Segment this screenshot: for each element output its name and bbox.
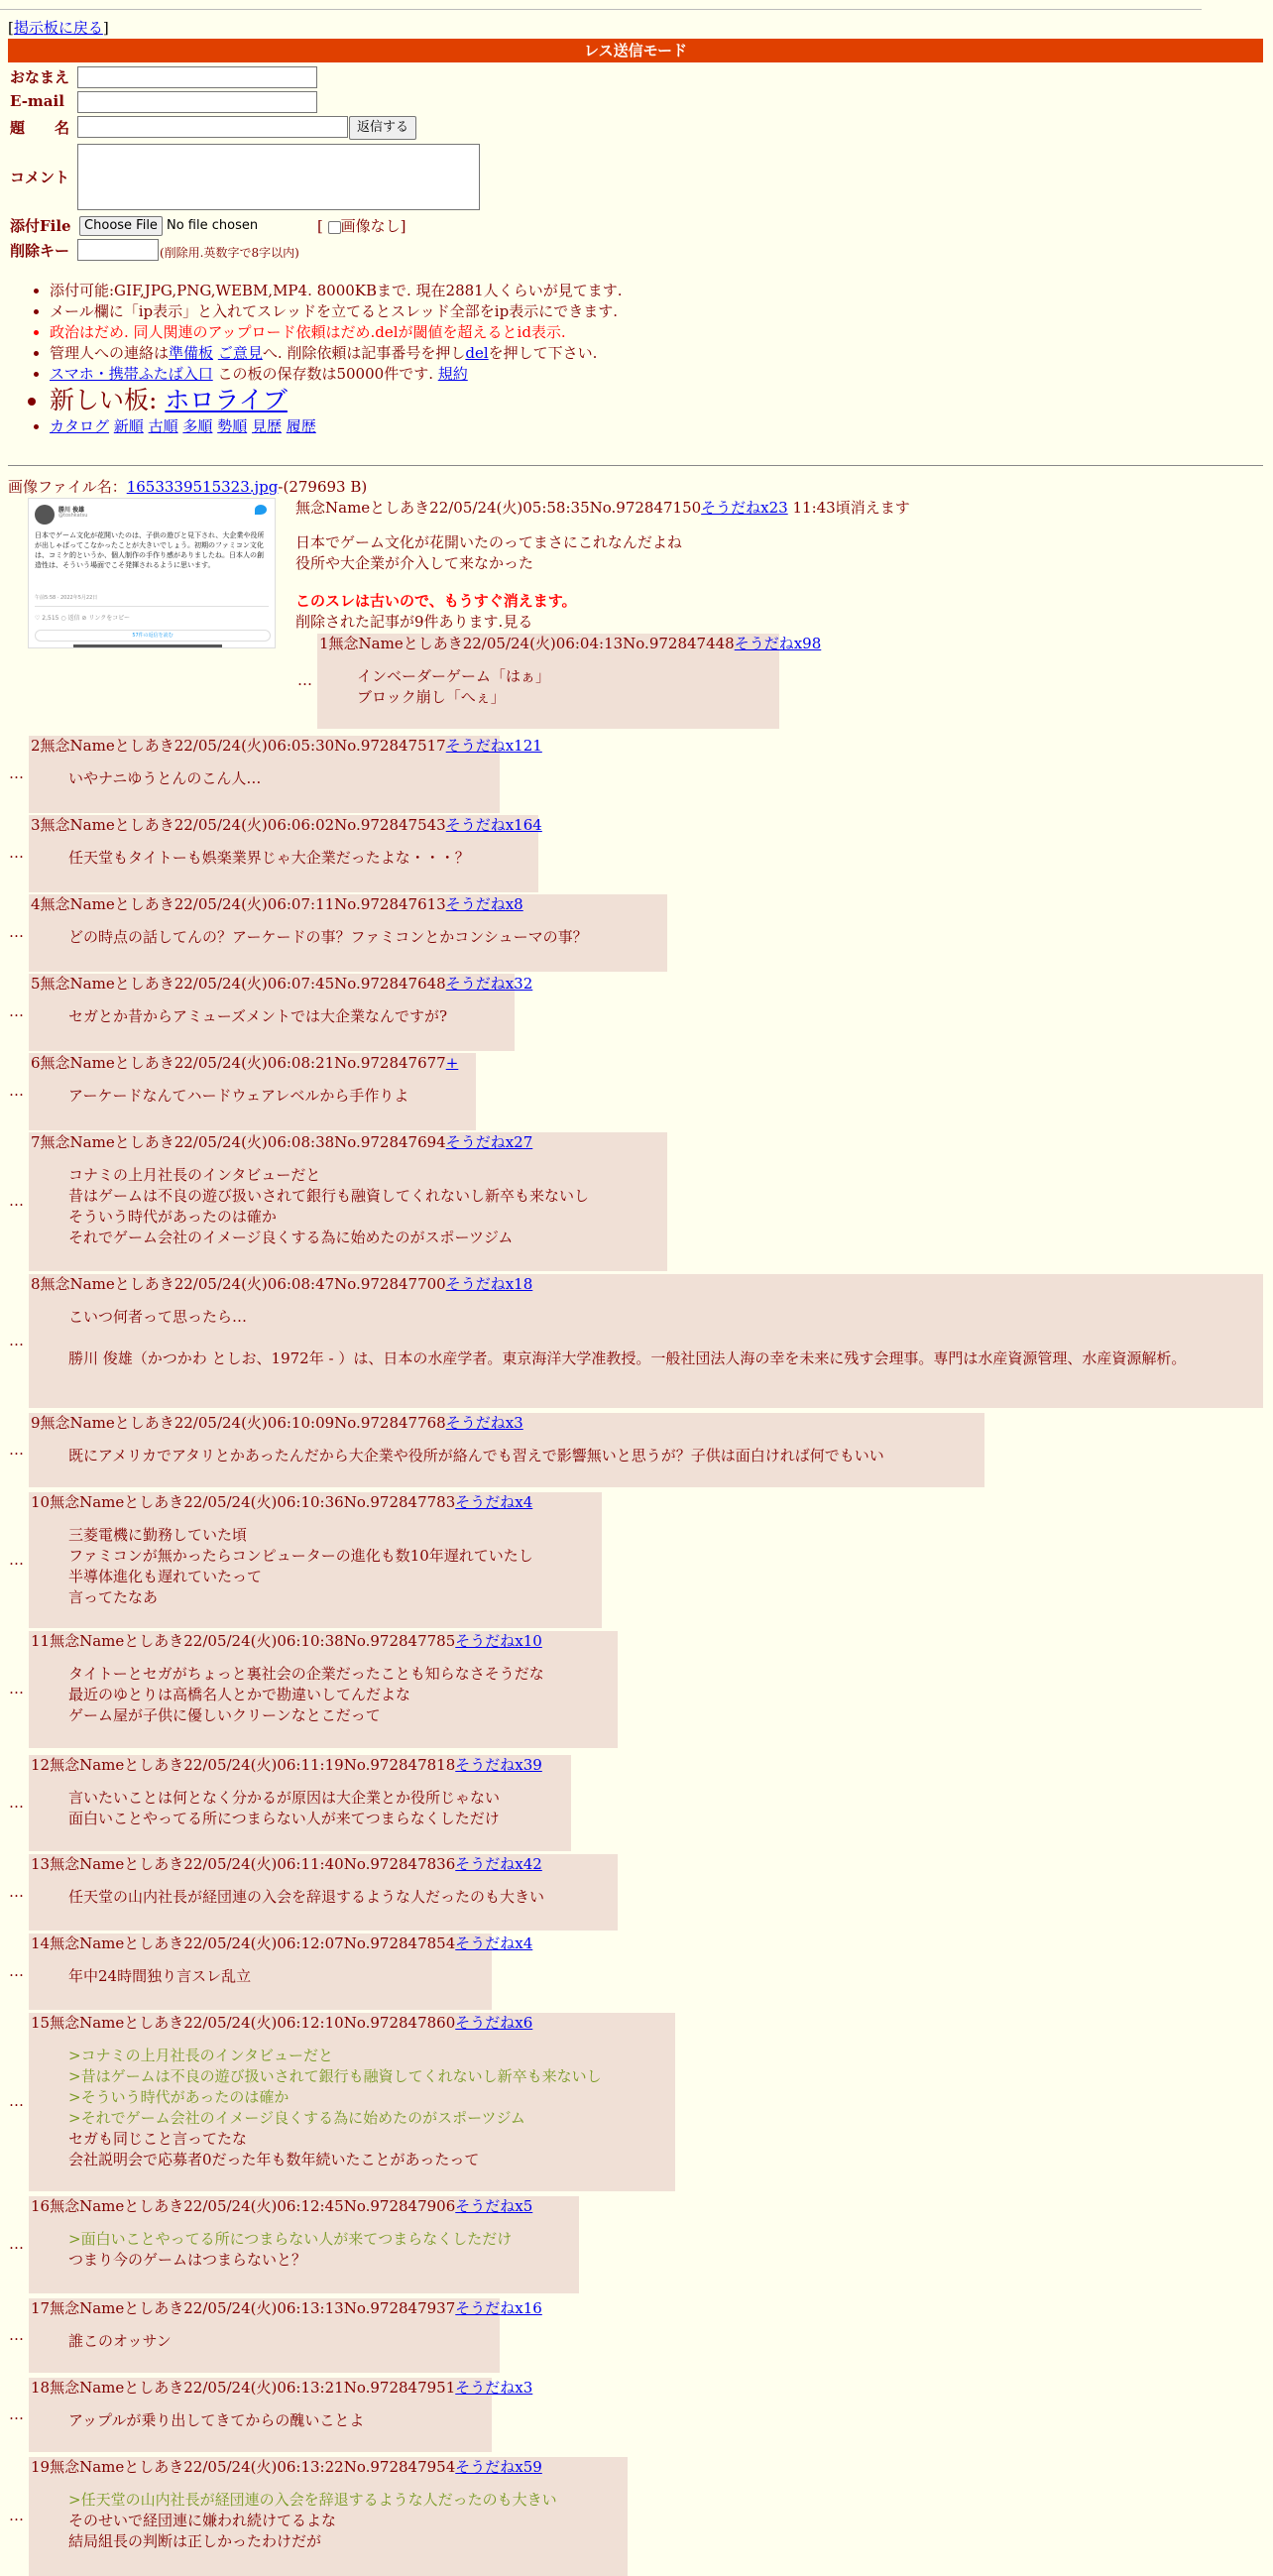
- reply-body: [68, 2046, 675, 2170]
- tweet-divider: [35, 606, 269, 607]
- reply-header: [319, 634, 822, 654]
- board-rules: [8, 281, 623, 437]
- name-label: おなまえ: [10, 68, 70, 86]
- reply-line: タイトーとセガがちょっと裏社会の企業だったことも知らなさそうだな: [68, 1665, 544, 1683]
- reply-header-text: 5無念Nameとしあき22/05/24(火)06:07:45No.972847648: [31, 975, 446, 993]
- reply-header-text: 9無念Nameとしあき22/05/24(火)06:10:09No.972847768: [31, 1414, 446, 1432]
- reply-header-text: 3無念Nameとしあき22/05/24(火)06:06:02No.972847543: [31, 816, 446, 834]
- reply-line: いやナニゆうとんのこん人…: [68, 769, 262, 787]
- tweet-timestamp: 午前5:58 · 2022年5月22日: [35, 595, 98, 601]
- sodane-link[interactable]: そうだねx16: [455, 2299, 542, 2317]
- reply-line: 三菱電機に勤務していた頃: [68, 1526, 248, 1544]
- reply-line: >面白いことやってる所につまらない人が来てつまらなくしただけ: [68, 2230, 513, 2248]
- delete-key-label: 削除キー: [10, 242, 70, 260]
- reply-line: アップルが乗り出してきてからの醜いことよ: [68, 2411, 365, 2429]
- reply-ellipsis: …: [9, 2507, 24, 2524]
- sodane-link[interactable]: +: [445, 1054, 459, 1072]
- rule-ip-text: メール欄に「ip表示」と入れてスレッドを立てるとスレッド全部をip表示にできます.: [50, 302, 618, 320]
- sodane-link[interactable]: そうだねx98: [734, 635, 822, 652]
- thread-divider: [8, 465, 1263, 466]
- reply-line: >コナミの上月社長のインタビューだと: [68, 2047, 333, 2064]
- reply-header: [31, 2196, 579, 2217]
- reply-ellipsis: …: [9, 1082, 24, 1100]
- reply-post: [29, 2196, 579, 2293]
- reply-line: 面白いことやってる所につまらない人が来てつまらなくしただけ: [68, 1810, 500, 1827]
- delete-key-note: (削除用.英数字で8字以内): [160, 246, 299, 260]
- noimage-wrapper: [ 画像なし]: [317, 217, 406, 235]
- subject-label: 題 名: [10, 119, 70, 137]
- no-file-text: No file chosen: [167, 218, 259, 233]
- reply-body: [68, 2331, 500, 2352]
- reply-post: [29, 2457, 628, 2576]
- delete-key-input[interactable]: [77, 239, 159, 261]
- reply-line: 年中24時間独り言スレ乱立: [68, 1967, 252, 1985]
- sort-hot-link[interactable]: 勢順: [217, 417, 248, 435]
- reply-line: [68, 1328, 1233, 1348]
- reply-line: どの時点の話してんの？アーケードの事？ファミコンとかコンシューマの事？: [68, 928, 588, 946]
- reply-ellipsis: …: [9, 1962, 24, 1980]
- reply-header: [31, 1933, 533, 1954]
- reply-line: こいつ何者って思ったら…: [68, 1308, 248, 1326]
- reply-header: [31, 1274, 1263, 1295]
- expire-warning: このスレは古いので、もうすぐ消えます。: [295, 592, 577, 610]
- reply-ellipsis: …: [9, 1680, 24, 1698]
- reply-header-text: 15無念Nameとしあき22/05/24(火)06:12:10No.972847860: [31, 2014, 456, 2032]
- tweet-handle: @toshkatsu: [58, 513, 88, 519]
- comment-label: コメント: [10, 169, 70, 186]
- email-label: E-mail: [10, 92, 64, 110]
- reply-line: 会社説明会で応募者0だった年も数年続いたことがあったって: [68, 2151, 480, 2168]
- sodane-link[interactable]: そうだねx39: [455, 1756, 542, 1774]
- reply-line: セガとか昔からアミューズメントでは大企業なんですが?: [68, 1007, 447, 1025]
- reply-post: [29, 1413, 984, 1487]
- sodane-link[interactable]: そうだねx4: [455, 1934, 533, 1952]
- rule-contact: [50, 343, 623, 364]
- reply-ellipsis: …: [9, 1002, 24, 1020]
- op-expire-text: 11:43頃消えます: [787, 499, 910, 517]
- reply-header: [31, 815, 542, 836]
- sodane-link[interactable]: そうだねx42: [455, 1855, 542, 1873]
- sodane-link[interactable]: そうだねx8: [445, 895, 523, 913]
- op-body: [295, 532, 682, 574]
- reply-body: [68, 1307, 1263, 1369]
- feedback-link[interactable]: ご意見: [217, 344, 263, 362]
- reply-header-text: 6無念Nameとしあき22/05/24(火)06:08:21No.972847677: [31, 1054, 446, 1072]
- reply-ellipsis: …: [9, 1883, 24, 1901]
- noimage-label: 画像なし: [340, 217, 401, 235]
- reply-post: [29, 1854, 618, 1931]
- rule-politics-text: 政治はだめ. 同人関連のアップロード依頼はだめ.delが閾値を超えるとid表示.: [50, 323, 566, 341]
- sort-many-link[interactable]: 多順: [182, 417, 213, 435]
- email-input[interactable]: [77, 91, 317, 113]
- reply-ellipsis: …: [9, 2092, 24, 2110]
- reply-header: [31, 1492, 602, 1513]
- reply-post: [29, 974, 533, 1051]
- reply-body: [68, 768, 500, 789]
- reply-mode-banner: レス送信モード: [8, 39, 1263, 62]
- reply-post: [29, 1132, 667, 1271]
- mobile-entrance-link[interactable]: スマホ・携帯ふたば入口: [50, 365, 213, 383]
- seen-history-link[interactable]: 見歴: [251, 417, 282, 435]
- hololive-board-link[interactable]: ホロライブ: [165, 386, 288, 414]
- rule-contact-text: 管理人への連絡は: [50, 344, 170, 362]
- subject-input[interactable]: [77, 116, 348, 138]
- reply-line: 既にアメリカでアタリとかあったんだから大企業や役所が絡んでも習えで影響無いと思うが？子供は面白ければ何でもいい: [68, 1447, 884, 1464]
- tweet-avatar: [35, 505, 55, 525]
- file-label: 添付File: [10, 217, 71, 235]
- rule-contact-text-2: へ. 削除依頼は記事番号を押し: [262, 344, 466, 362]
- history-link[interactable]: 履歴: [286, 417, 316, 435]
- reply-line: 任天堂もタイトーも娯楽業界じゃ大企業だったよな・・・？: [68, 849, 470, 867]
- reply-line: 昔はゲームは不良の遊び扱いされて銀行も融資してくれないし新卒も来ないし: [68, 1187, 590, 1205]
- reply-post: [29, 736, 542, 813]
- op-file-label: 画像ファイル名：: [8, 478, 127, 496]
- sodane-link[interactable]: そうだねx10: [455, 1632, 542, 1650]
- tweet-author-name: 勝川 俊雄: [58, 507, 85, 514]
- new-board-label: 新しい板:: [50, 386, 166, 414]
- reply-header: [31, 2378, 533, 2399]
- sodane-link[interactable]: そうだねx59: [455, 2458, 542, 2476]
- reply-header: [31, 1413, 984, 1434]
- op-file-size: -(279693 B): [278, 478, 368, 496]
- reply-body: [68, 1887, 618, 1908]
- op-file-info: [8, 476, 367, 497]
- reply-ellipsis: …: [9, 764, 24, 782]
- reply-body: [68, 1966, 492, 1987]
- reply-header-text: 8無念Nameとしあき22/05/24(火)06:08:47No.972847700: [31, 1275, 446, 1293]
- reply-line: そのせいで経団連に嫌われ続けてるよな: [68, 2512, 337, 2529]
- reply-post: [29, 1053, 476, 1130]
- tweet-actions: ♡ 2,515 ○ 返信 ⊘ リンクをコピー: [35, 615, 130, 622]
- reply-body: [68, 2410, 492, 2431]
- reply-body: [68, 1086, 476, 1107]
- name-input[interactable]: [77, 66, 317, 88]
- reply-header: [31, 974, 533, 995]
- reply-header: [31, 2298, 542, 2319]
- terms-link[interactable]: 規約: [437, 365, 468, 383]
- thumb-bottom-bar: [73, 644, 222, 647]
- reply-ellipsis: …: [9, 1332, 24, 1349]
- rule-mobile: [50, 364, 623, 385]
- noimage-checkbox[interactable]: [328, 221, 341, 234]
- reply-header-text: 7無念Nameとしあき22/05/24(火)06:08:38No.972847694: [31, 1133, 446, 1151]
- rule-upload: [50, 281, 623, 301]
- sodane-link[interactable]: そうだねx4: [455, 1493, 533, 1511]
- reply-post: [29, 1755, 571, 1851]
- reply-header: [31, 2457, 628, 2478]
- reply-post: [29, 1274, 1263, 1408]
- tweet-text: 日本でゲーム文化が花開いたのは、子供の遊びと見下され、大企業や役所が出しゃばってこなかったことが大きいでしょう。初期のファミコン文化は、コミケ的というか、個人制作の手作り感がありましたね。日本人の創造性は、そういう場面でこそ発揮されるように思います。: [35, 531, 265, 569]
- reply-body: [68, 2490, 628, 2552]
- reply-header-text: 12無念Nameとしあき22/05/24(火)06:11:19No.972847818: [31, 1756, 456, 1774]
- reply-ellipsis: …: [9, 1794, 24, 1812]
- sodane-link[interactable]: そうだねx164: [445, 816, 542, 834]
- sodane-link[interactable]: そうだねx3: [445, 1414, 523, 1432]
- reply-post: [29, 894, 667, 972]
- op-header: [295, 497, 910, 518]
- reply-ellipsis: …: [9, 2405, 24, 2423]
- reply-body: [68, 1525, 602, 1608]
- reply-body: [68, 1788, 571, 1829]
- reply-line: 任天堂の山内社長が経団連の入会を辞退するような人だったのも大きい: [68, 1888, 545, 1906]
- reply-line: 半導体進化も遅れていたって: [68, 1568, 263, 1585]
- reply-ellipsis: …: [297, 671, 312, 689]
- reply-body: [68, 1664, 618, 1726]
- reply-post: [29, 1631, 618, 1748]
- reply-post: [29, 1492, 602, 1628]
- reply-header: [31, 736, 542, 757]
- new-board-item: [50, 385, 623, 416]
- choose-file-button[interactable]: Choose File: [79, 216, 163, 236]
- reply-line: コナミの上月社長のインタビューだと: [68, 1166, 321, 1184]
- reply-header: [31, 1755, 571, 1776]
- rule-ip: [50, 301, 623, 322]
- op-sodane-link[interactable]: そうだねx23: [701, 499, 788, 517]
- reply-ellipsis: …: [9, 2235, 24, 2253]
- sodane-link[interactable]: そうだねx121: [445, 737, 542, 755]
- reply-line: つまり今のゲームはつまらないと？: [68, 2251, 307, 2269]
- top-divider: [0, 9, 1202, 10]
- reply-post: [317, 634, 822, 729]
- reply-post: [29, 815, 542, 892]
- reply-header-text: 19無念Nameとしあき22/05/24(火)06:13:22No.972847954: [31, 2458, 456, 2476]
- tweet-read-replies: 57件の返信を読む: [35, 630, 271, 642]
- reply-line: >そういう時代があったのは確か: [68, 2088, 289, 2106]
- reply-header-text: 4無念Nameとしあき22/05/24(火)06:07:11No.972847613: [31, 895, 446, 913]
- reply-header-text: 14無念Nameとしあき22/05/24(火)06:12:07No.972847854: [31, 1934, 456, 1952]
- rule-contact-text-3: を押して下さい.: [488, 344, 598, 362]
- reply-post: [29, 2013, 675, 2191]
- twitter-bird-icon: [255, 505, 267, 515]
- sort-links: [50, 416, 623, 437]
- reply-line: アーケードなんてハードウェアレベルから手作りよ: [68, 1087, 409, 1105]
- rule-upload-text: 添付可能:GIF,JPG,PNG,WEBM,MP4. 8000KBまで. 現在2881人くらいが見てます.: [50, 282, 623, 299]
- reply-line: そういう時代があったのは確か: [68, 1208, 277, 1226]
- reply-ellipsis: …: [9, 1192, 24, 1210]
- sodane-link[interactable]: そうだねx5: [455, 2197, 533, 2215]
- rule-storage-text: この板の保存数は50000件です.: [212, 365, 438, 383]
- reply-line: >昔はゲームは不良の遊び扱いされて銀行も融資してくれないし新卒も来ないし: [68, 2067, 602, 2085]
- reply-line: それでゲーム会社のイメージ良くする為に始めたのがスポーツジム: [68, 1229, 514, 1246]
- sodane-link[interactable]: そうだねx27: [445, 1133, 533, 1151]
- op-thumbnail-image[interactable]: [28, 498, 276, 648]
- reply-post: [29, 2378, 533, 2452]
- reply-line: 誰このオッサン: [68, 2332, 172, 2350]
- reply-header-text: 17無念Nameとしあき22/05/24(火)06:13:13No.972847937: [31, 2299, 456, 2317]
- prep-board-link[interactable]: 準備板: [169, 344, 214, 362]
- reply-header-text: 1無念Nameとしあき22/05/24(火)06:04:13No.972847448: [319, 635, 735, 652]
- reply-line: >それでゲーム会社のイメージ良くする為に始めたのがスポーツジム: [68, 2109, 525, 2127]
- reply-body: [68, 2229, 579, 2271]
- reply-header-text: 13無念Nameとしあき22/05/24(火)06:11:40No.972847836: [31, 1855, 456, 1873]
- reply-header: [31, 1132, 667, 1153]
- del-link[interactable]: del: [465, 344, 489, 362]
- op-file-link[interactable]: 1653339515323.jpg: [126, 478, 279, 496]
- reply-header: [31, 1053, 476, 1074]
- reply-line: 結局組長の判断は正しかったわけだが: [68, 2532, 322, 2550]
- sodane-link[interactable]: そうだねx18: [445, 1275, 533, 1293]
- reply-header: [31, 894, 667, 915]
- reply-line: 言いたいことは何となく分かるが原因は大企業とか役所じゃない: [68, 1789, 501, 1807]
- reply-ellipsis: …: [9, 844, 24, 862]
- reply-body: [68, 1446, 984, 1466]
- reply-header: [31, 1631, 618, 1652]
- reply-ellipsis: …: [9, 1551, 24, 1569]
- reply-post: [29, 1933, 533, 2010]
- reply-ellipsis: …: [9, 1441, 24, 1459]
- op-body-line: 日本でゲーム文化が花開いたのってまさにこれなんだよね: [295, 533, 682, 551]
- reply-ellipsis: …: [9, 923, 24, 941]
- catalog-link[interactable]: カタログ: [50, 417, 110, 435]
- back-link-wrapper: [掲示板に戻る]: [8, 19, 109, 37]
- reply-header: [31, 1854, 618, 1875]
- reply-body: [68, 927, 667, 948]
- reply-line: >任天堂の山内社長が経団連の入会を辞退するような人だったのも大きい: [68, 2491, 557, 2509]
- back-to-board-link[interactable]: 掲示板に戻る: [13, 19, 103, 37]
- sort-new-link[interactable]: 新順: [113, 417, 144, 435]
- reply-body: [357, 666, 779, 708]
- reply-header-text: 11無念Nameとしあき22/05/24(火)06:10:38No.972847785: [31, 1632, 456, 1650]
- reply-header-text: 10無念Nameとしあき22/05/24(火)06:10:36No.972847783: [31, 1493, 456, 1511]
- sodane-link[interactable]: そうだねx32: [445, 975, 533, 993]
- sodane-link[interactable]: そうだねx6: [455, 2014, 533, 2032]
- reply-line: ゲーム屋が子供に優しいクリーンなとこだって: [68, 1706, 381, 1724]
- op-header-text: 無念Nameとしあき22/05/24(火)05:58:35No.972847150: [295, 499, 702, 517]
- deleted-posts-note[interactable]: 削除された記事が9件あります.見る: [295, 613, 533, 631]
- op-body-line: 役所や大企業が介入して来なかった: [295, 554, 534, 572]
- reply-body: [68, 1006, 515, 1027]
- reply-body: [68, 1165, 667, 1248]
- reply-line: 言ってたなあ: [68, 1588, 159, 1606]
- reply-header-text: 16無念Nameとしあき22/05/24(火)06:12:45No.972847906: [31, 2197, 456, 2215]
- reply-line: ファミコンが無かったらコンピューターの進化も数10年遅れていたし: [68, 1547, 533, 1565]
- reply-line: 最近のゆとりは高橋名人とかで勘違いしてんだよな: [68, 1686, 411, 1703]
- reply-header-text: 18無念Nameとしあき22/05/24(火)06:13:21No.972847951: [31, 2379, 456, 2397]
- reply-header: [31, 2013, 675, 2034]
- reply-line: 勝川 俊雄（かつかわ としお、1972年 - ）は、日本の水産学者。東京海洋大学准教授。一般社団法人海の幸を未来に残す会理事。専門は水産資源管理、水産資源解析。: [68, 1349, 1187, 1367]
- reply-line: インベーダーゲーム「はぁ」: [357, 667, 551, 685]
- reply-ellipsis: …: [9, 2326, 24, 2344]
- sort-old-link[interactable]: 古順: [148, 417, 178, 435]
- reply-line: ブロック崩し「へぇ」: [357, 688, 506, 706]
- reply-body: [68, 848, 538, 869]
- submit-reply-button[interactable]: 返信する: [349, 116, 416, 140]
- reply-post: [29, 2298, 542, 2373]
- sodane-link[interactable]: そうだねx3: [455, 2379, 533, 2397]
- comment-textarea[interactable]: [77, 144, 480, 210]
- rule-politics: [50, 322, 623, 343]
- reply-header-text: 2無念Nameとしあき22/05/24(火)06:05:30No.972847517: [31, 737, 446, 755]
- reply-line: セガも同じこと言ってたな: [68, 2130, 248, 2148]
